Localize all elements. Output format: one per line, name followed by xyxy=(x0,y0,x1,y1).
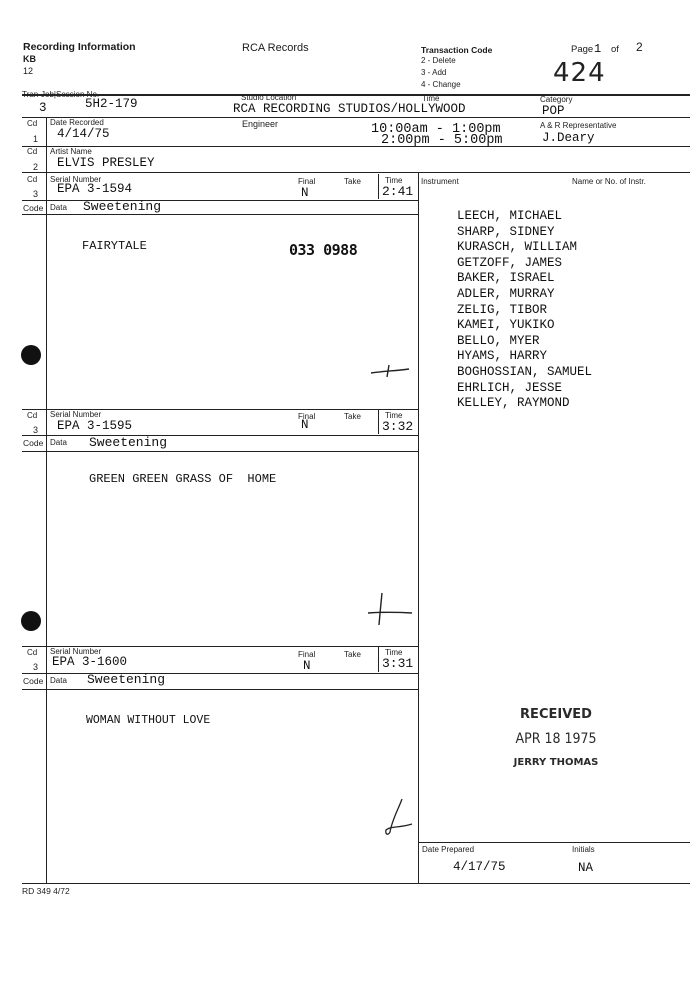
ar-rep-value: J.Deary xyxy=(542,131,595,145)
transaction-option-add: 3 - Add xyxy=(421,68,447,77)
left-column-divider xyxy=(46,117,47,883)
track3-final-value: N xyxy=(303,659,311,673)
musician-name: ADLER, MURRAY xyxy=(457,286,555,301)
divider-row1 xyxy=(22,117,690,118)
engineer-label: Engineer xyxy=(242,119,279,129)
track1-serial-label: Serial Number xyxy=(50,175,102,184)
session-time-2: 2:00pm - 5:00pm xyxy=(381,133,503,148)
track1-number-stamp: 033 0988 xyxy=(289,241,358,259)
musician-name: BOGHOSSIAN, SAMUEL xyxy=(457,364,593,379)
instrument-name-label: Name or No. of Instr. xyxy=(572,177,646,186)
tran-value: 3 xyxy=(39,101,47,115)
date-prepared-value: 4/17/75 xyxy=(453,860,506,874)
musician-name: BAKER, ISRAEL xyxy=(457,271,555,286)
track2-serial-label: Serial Number xyxy=(50,410,102,419)
track2-time-divider xyxy=(378,409,379,434)
track1-final-value: N xyxy=(301,186,309,200)
page-number: 1 xyxy=(594,42,602,56)
tran-label: Tran xyxy=(22,90,39,99)
track3-title: WOMAN WITHOUT LOVE xyxy=(86,714,211,727)
track2-title: GREEN GREEN GRASS OF HOME xyxy=(89,472,277,486)
footer-divider-bottom xyxy=(22,883,690,884)
track3-take-label: Take xyxy=(344,650,361,659)
page-label: Page xyxy=(571,44,594,55)
track3-divider-a xyxy=(22,673,418,674)
track3-time-value: 3:31 xyxy=(382,656,414,671)
artist-name-label: Artist Name xyxy=(50,147,92,156)
artist-cd-label: Cd xyxy=(27,147,38,156)
track2-checkmark xyxy=(364,591,416,627)
track3-cd-number: 3 xyxy=(33,662,39,672)
date-cd-label: Cd xyxy=(27,119,38,128)
track2-divider-a xyxy=(22,435,418,436)
track2-final-value: N xyxy=(301,418,309,432)
track2-data-value: Sweetening xyxy=(89,435,168,450)
track3-serial-number: EPA 3-1600 xyxy=(52,655,128,669)
time-label: Time xyxy=(422,94,440,103)
track3-final-label: Final xyxy=(298,650,316,659)
track1-code-label: Code xyxy=(23,203,44,213)
page-of-label: of xyxy=(611,44,619,55)
track2-time-label: Time xyxy=(385,411,403,420)
form-title: Recording Information xyxy=(23,41,136,53)
track3-serial-label: Serial Number xyxy=(50,647,102,656)
track1-serial-number: EPA 3-1594 xyxy=(57,182,133,196)
track1-cd-label: Cd xyxy=(27,175,38,184)
session-number: 5H2-179 xyxy=(85,97,138,111)
divider-top xyxy=(22,94,690,96)
track1-divider-a xyxy=(22,200,418,201)
track1-take-label: Take xyxy=(344,177,361,186)
date-cd-number: 1 xyxy=(33,134,39,144)
received-stamp xyxy=(498,707,614,768)
artist-name-value: ELVIS PRESLEY xyxy=(57,156,155,170)
musician-name: LEECH, MICHAEL xyxy=(457,209,563,223)
musician-name: HYAMS, HARRY xyxy=(457,349,548,364)
track2-cd-label: Cd xyxy=(27,411,38,420)
track1-cd-number: 3 xyxy=(33,189,39,199)
track1-checkmark xyxy=(369,362,413,380)
musician-name: KELLEY, RAYMOND xyxy=(457,396,570,411)
track2-code-label: Code xyxy=(23,438,44,448)
musician-name: KAMEI, YUKIKO xyxy=(457,318,555,333)
form-number: RD 349 4/72 xyxy=(22,886,70,896)
musician-name: ZELIG, TIBOR xyxy=(457,302,548,317)
date-prepared-label: Date Prepared xyxy=(422,845,475,854)
track3-time-divider xyxy=(378,646,379,672)
track2-divider-b xyxy=(22,451,418,452)
binder-hole-2 xyxy=(21,611,41,631)
track2-serial-number: EPA 3-1595 xyxy=(57,419,133,433)
track3-code-label: Code xyxy=(23,676,44,686)
musician-name: BELLO, MYER xyxy=(457,333,540,348)
session-time-1: 10:00am - 1:00pm xyxy=(371,122,501,137)
track1-divider-b xyxy=(22,214,418,215)
track1-data-value: Sweetening xyxy=(83,199,162,214)
page-total: 2 xyxy=(636,40,643,54)
kb-number: 12 xyxy=(23,66,34,76)
binder-hole-1 xyxy=(21,345,41,365)
track3-data-value: Sweetening xyxy=(87,672,166,687)
ar-rep-label: A & R Representative xyxy=(540,121,617,130)
track3-cd-label: Cd xyxy=(27,648,38,657)
category-value: POP xyxy=(542,104,565,118)
received-stamp-date: APR 18 1975 xyxy=(515,731,597,747)
track2-time-value: 3:32 xyxy=(382,419,414,434)
initials-label: Initials xyxy=(572,845,595,854)
received-stamp-name: JERRY THOMAS xyxy=(513,757,599,768)
musician-name: GETZOFF, JAMES xyxy=(457,255,563,270)
category-label: Category xyxy=(540,95,573,104)
musician-name: KURASCH, WILLIAM xyxy=(457,240,578,255)
track2-final-label: Final xyxy=(298,412,316,421)
track1-data-label: Data xyxy=(50,203,67,212)
track2-cd-number: 3 xyxy=(33,425,39,435)
musician-list xyxy=(457,209,592,412)
track1-time-divider xyxy=(378,174,379,199)
received-stamp-title: RECEIVED xyxy=(520,707,592,722)
footer-divider-top xyxy=(418,842,690,843)
kb-label: KB xyxy=(23,54,36,64)
track1-time-label: Time xyxy=(385,176,403,185)
transaction-code-label: Transaction Code xyxy=(421,45,493,55)
instrument-column-divider xyxy=(418,172,419,883)
musician-name: EHRLICH, JESSE xyxy=(457,380,563,395)
job-session-label: Job|Session No. xyxy=(41,90,100,99)
track3-data-label: Data xyxy=(50,676,67,685)
transaction-option-delete: 2 - Delete xyxy=(421,56,456,65)
handwritten-number: 424 xyxy=(553,58,606,88)
divider-row3 xyxy=(22,172,690,173)
instrument-label: Instrument xyxy=(421,177,459,186)
date-recorded-label: Date Recorded xyxy=(50,118,104,127)
form-header xyxy=(0,0,695,95)
track1-title: FAIRYTALE xyxy=(82,239,147,253)
musician-name: SHARP, SIDNEY xyxy=(457,224,555,239)
artist-cd-number: 2 xyxy=(33,162,39,172)
divider-row2 xyxy=(22,146,690,147)
studio-location-value: RCA RECORDING STUDIOS/HOLLYWOOD xyxy=(233,102,466,116)
track1-final-label: Final xyxy=(298,177,316,186)
initials-value: NA xyxy=(578,861,594,875)
track3-checkmark xyxy=(382,796,416,838)
track3-time-label: Time xyxy=(385,648,403,657)
track2-take-label: Take xyxy=(344,412,361,421)
date-recorded-value: 4/14/75 xyxy=(57,127,110,141)
company-name: RCA Records xyxy=(242,42,309,54)
track3-divider-b xyxy=(22,689,418,690)
transaction-option-change: 4 - Change xyxy=(421,80,461,89)
track2-data-label: Data xyxy=(50,438,67,447)
studio-location-label: Studio Location xyxy=(241,93,297,102)
track1-time-value: 2:41 xyxy=(382,184,414,199)
